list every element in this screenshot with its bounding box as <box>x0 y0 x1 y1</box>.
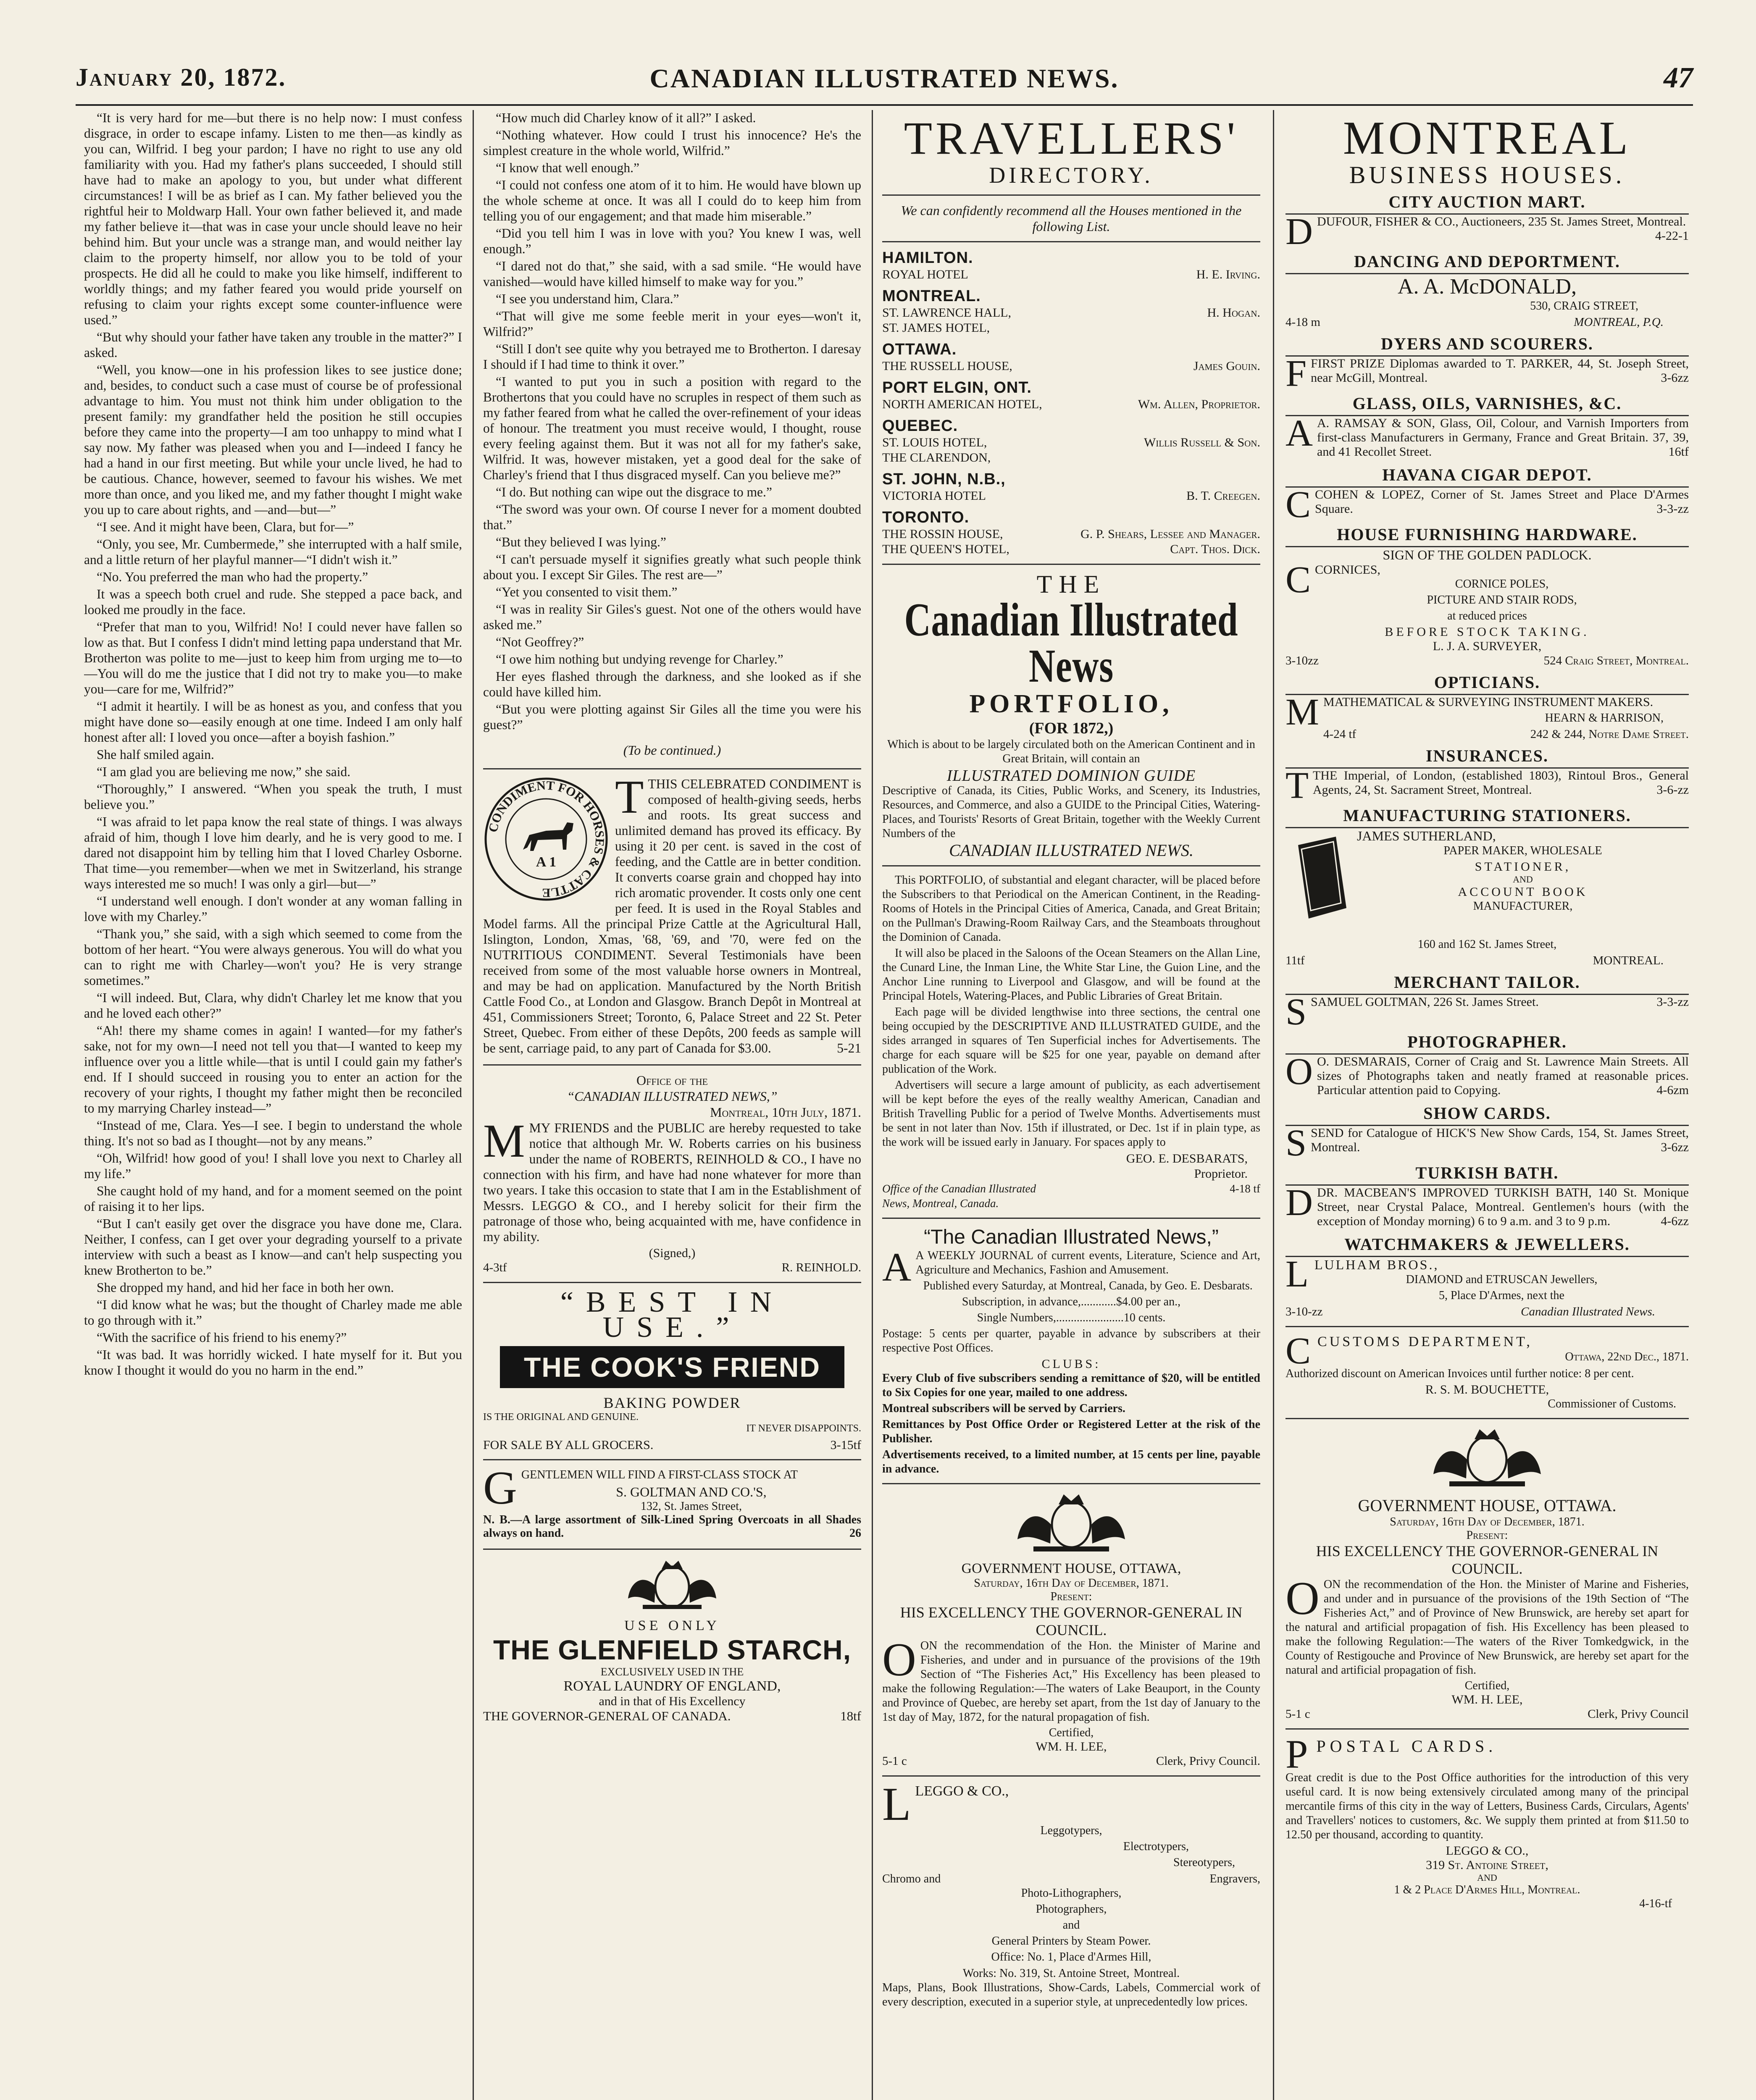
reinhold-notice: Office of the “CANADIAN ILLUSTRATED NEWS,” Montreal, 10th July, 1871. MMY FRIENDS and the PUBLIC are hereby requested to take notice that although Mr. W. Roberts carries on his business under the name of ROBERTS, REINHOLD & CO., I have no connection with his firm, and have had none whatever for more than two years. I take this occasion to state that I am in the Establishment of Messrs. LEGGO & CO., and I hereby solicit for their firm the patronage of those who, being acquainted with me, have confidence in my ability. (Signed,) 4-3tf R. REINHOLD. <box>483 1073 861 1274</box>
header-date: January 20, 1872. <box>76 63 287 91</box>
divider <box>483 1549 861 1550</box>
royal-arms-icon <box>618 1557 727 1611</box>
story-column-2 <box>483 110 861 2100</box>
divider <box>882 865 1260 866</box>
story-paragraph: “I was afraid to let papa know the real state of things. I was always afraid of him, though I love him dearly, and he is very good to me. I dared not disappoint him by telling him that I loved Charley Osborne. That time—you remember—when we met in Switzerland, his strange ways interested me so much! I was only a girl—but—” <box>84 814 462 891</box>
story-paragraph: “I was in reality Sir Giles's guest. Not one of the others would have asked me.” <box>483 602 861 632</box>
section-heading: INSURANCES. <box>1285 746 1689 769</box>
column-rule <box>1273 110 1274 2100</box>
story-paragraph: She caught hold of my hand, and for a moment seemed on the point of raising it to her lips. <box>84 1184 462 1214</box>
section-heading: MERCHANT TAILOR. <box>1285 972 1689 995</box>
story-paragraph: “The sword was your own. Of course I never for a moment doubted that.” <box>483 502 861 532</box>
column-rule <box>473 110 474 2100</box>
story-column-1 <box>84 110 462 2100</box>
directory-city: HAMILTON. <box>882 249 973 267</box>
section-heading: OPTICIANS. <box>1285 672 1689 695</box>
section-heading: PHOTOGRAPHER. <box>1285 1032 1689 1055</box>
page-header <box>76 63 1693 105</box>
business-houses-subtitle: BUSINESS HOUSES. <box>1349 161 1625 189</box>
directory-city: PORT ELGIN, ONT. <box>882 379 1032 396</box>
story-paragraph: “I know that well enough.” <box>496 160 640 175</box>
section-heading: HOUSE FURNISHING HARDWARE. <box>1285 525 1689 547</box>
directory-entry <box>882 527 1260 542</box>
story-paragraph: “I admit it heartily. I will be as honest as you, and confess that you might have done so—easily enough at one time. Indeed I am only half honest after all: I loved you once—after a boyish fashion.” <box>84 699 462 745</box>
story-paragraph: “Prefer that man to you, Wilfrid! No! I could never have fallen so low as that. But I confess I didn't mind letting papa understand that Mr. Brotherton was polite to me—just to keep him from urging me to—to—You will do me the justice that I did not try to make you—to make you—care for me, Wilfrid?” <box>84 620 462 696</box>
story-paragraph: “Only, you see, Mr. Cumbermede,” she interrupted with a half smile, and a little return of her playful manner—“I didn't wish it.” <box>84 537 462 567</box>
story-paragraph: “Oh, Wilfrid! how good of you! I shall love you next to Charley all my life.” <box>84 1151 462 1181</box>
hotel-name: THE RUSSELL HOUSE, <box>882 359 1012 373</box>
directory-entry <box>882 542 1260 557</box>
story-paragraph: “Yet you consented to visit them.” <box>496 585 678 599</box>
story-paragraph: She dropped my hand, and hid her face in both her own. <box>97 1280 394 1295</box>
story-paragraph: “No. You preferred the man who had the property.” <box>97 570 368 584</box>
hotel-proprietor: James Gouin. <box>1193 359 1260 373</box>
story-paragraph: “Instead of me, Clara. Yes—I see. I begin to understand the whole thing. It's not so bad as I thought—not by any means.” <box>84 1118 462 1148</box>
story-paragraph: It was a speech both cruel and rude. She stepped a pace back, and looked me proudly in the face. <box>84 587 462 617</box>
svg-text:A 1: A 1 <box>536 854 557 870</box>
directory-entry <box>882 435 1260 450</box>
weekly-ad: “The Canadian Illustrated News,” A A WEEKLY JOURNAL of current events, Literature, Science and Art, Agriculture and Mechanics, Fashion and Amusement. Published every Saturday, at Montreal, Canada, by Geo. E. Desbarats. Subscription, in advance,............$4.00 per an., Single Numbers,.......................10 cents. Postage: 5 cents per quarter, payable in advance by subscribers at their respective Post Offices. CLUBS: Every Club of five subscribers sending a remittance of $20, will be entitled to Six Copies for one year, mailed to one address. Montreal subscribers will be served by Carriers. Remittances by Post Office Order or Registered Letter at the risk of the Publisher. Advertisements received, to a limited number, at 15 cents per line, payable in advance. <box>882 1226 1260 1475</box>
story-paragraph: “I wanted to put you in such a position with regard to the Brothertons that you could have no scruples in respect of them such as my father feared from what he called the over-refinement of your ideas of honour. The treatment you must receive would, I thought, rouse every feeling against them. But it was not all for my father's sake, Wilfrid. It was, however mistaken, yet a good deal for the sake of Charley's friend that I thus disgraced myself. Can you believe me?” <box>483 374 861 482</box>
directory-subtitle: DIRECTORY. <box>989 163 1154 188</box>
divider <box>882 1483 1260 1484</box>
divider <box>882 564 1260 565</box>
story-paragraph: “It was bad. It was horridly wicked. I hate myself for it. But you know I thought it would do you no harm in the end.” <box>84 1347 462 1378</box>
story-paragraph: “I did know what he was; but the thought of Charley made me able to go through with it.” <box>84 1297 462 1328</box>
royal-arms-icon <box>1420 1426 1554 1489</box>
goltman-ad: GGENTLEMEN WILL FIND A FIRST-CLASS STOCK AT S. GOLTMAN AND CO.'S, 132, St. James Street, N. B.—A large assortment of Silk-Lined Spring Overcoats in all Shades always on hand. 26 <box>483 1462 861 1540</box>
to-be-continued: (To be continued.) <box>623 743 721 758</box>
directory-intro: We can confidently recommend all the Houses mentioned in the following List. <box>901 203 1242 234</box>
story-paragraph: “Nothing whatever. How could I trust his innocence? He's the simplest creature in the whole world, Wilfrid.” <box>483 128 861 158</box>
directory-entry <box>882 359 1260 374</box>
story-paragraph: “Ah! there my shame comes in again! I wanted—for my father's sake, not for my own—I need not tell you that—I wanted to keep my influence over you a little while—that is until I could gain my father's end. If I should succeed in rousing you to enter an action for the recovery of your rights, I thought my father might then be reconciled to my marrying Charley instead—” <box>84 1023 462 1116</box>
story-paragraph: “But they believed I was lying.” <box>496 535 666 549</box>
divider <box>882 1218 1260 1219</box>
cooks-friend-banner: THE COOK'S FRIEND <box>500 1346 844 1388</box>
hotel-proprietor: Wm. Allen, Proprietor. <box>1138 397 1260 411</box>
hotel-proprietor: H. E. Irving. <box>1196 268 1260 281</box>
account-book-icon <box>1290 832 1353 925</box>
montreal-title: MONTREAL <box>1343 112 1632 164</box>
glenfield-ad: USE ONLY THE GLENFIELD STARCH, EXCLUSIVELY USED IN THE ROYAL LAUNDRY OF ENGLAND, and in that of His Excellency THE GOVERNOR-GENERAL OF CANADA. 18tf <box>483 1557 861 1723</box>
hotel-name: THE CLARENDON, <box>882 451 991 465</box>
story-paragraph: “I can't persuade myself it signifies greatly what such people think about you. I except Sir Giles. The rest are—” <box>483 552 861 582</box>
hotel-name: ST. JAMES HOTEL, <box>882 321 990 335</box>
directory-entry <box>882 320 1260 336</box>
directory-list <box>882 249 1260 557</box>
directory-city: QUEBEC. <box>882 417 958 435</box>
government-notice-1: GOVERNMENT HOUSE, OTTAWA, Saturday, 16th Day of December, 1871. Present: HIS EXCELLENCY THE GOVERNOR-GENERAL IN COUNCIL. OON the recommendation of the Hon. the Minister of Marine and Fisheries, and under and in pursuance of the provisions of the 19th Section of “The Fisheries Act,” His Excellency has been pleased to make the following Regulation:—The waters of Lake Beauport, in the County and Province of Quebec, are hereby set apart, from the 1st day of January to the 1st day of May, 1872, for the natural propagation of fish. Certified, WM. H. LEE, 5-1 c Clerk, Privy Council. <box>882 1491 1260 1769</box>
hotel-proprietor: B. T. Creegen. <box>1186 489 1260 503</box>
story-paragraph: “But I can't easily get over the disgrace you have done me, Clara. Neither, I confess, can I get over your degrading yourself to a private interview with such a beast as I know—and can't help suspecting you knew Brotherton to be.” <box>84 1216 462 1278</box>
government-notice-2: GOVERNMENT HOUSE, OTTAWA. Saturday, 16th Day of December, 1871. Present: HIS EXCELLENCY THE GOVERNOR-GENERAL IN COUNCIL. OON the recommendation of the Hon. the Minister of Marine and Fisheries, and under and in pursuance of the provisions of the 19th Section of “The Fisheries Act,” and of Province of New Brunswick, are hereby set apart for the natural and artificial propagation of fish. His Excellency has been pleased to make the following Regulation:—The waters of the River Tomkedgwick, in the County of Restigouche and Province of New Brunswick, are hereby set apart for the natural and artificial propagation of fish. Certified, WM. H. LEE, 5-1 c Clerk, Privy Council <box>1285 1426 1689 1722</box>
section-heading: TURKISH BATH. <box>1285 1163 1689 1186</box>
section-heading: CITY AUCTION MART. <box>1285 192 1689 215</box>
hotel-name: ST. LAWRENCE HALL, <box>882 306 1012 320</box>
divider <box>483 1282 861 1283</box>
directory-entry <box>882 450 1260 465</box>
condiment-horse-seal-icon <box>483 776 609 902</box>
hotel-name: ST. LOUIS HOTEL, <box>882 436 987 449</box>
directory-city: MONTREAL. <box>882 287 981 305</box>
story-paragraph: “Not Geoffrey?” <box>496 635 584 649</box>
travellers-title: TRAVELLERS' <box>904 113 1239 164</box>
hotel-name: THE ROSSIN HOUSE, <box>882 527 1003 541</box>
story-paragraph: “Still I don't see quite why you betrayed me to Brotherton. I daresay I should if I had time to think it over.” <box>483 341 861 372</box>
story-paragraph: “But you were plotting against Sir Giles all the time you were his guest?” <box>483 702 861 732</box>
story-paragraph: “I owe him nothing but undying revenge for Charley.” <box>496 652 783 667</box>
divider <box>882 1775 1260 1777</box>
divider <box>882 241 1260 242</box>
divider <box>483 1459 861 1460</box>
divider <box>1285 1326 1689 1327</box>
portfolio-ad: THE Canadian Illustrated News PORTFOLIO, (FOR 1872,) Which is about to be largely circulated both on the American Continent and in Great Britain, will contain an ILLUSTRATED DOMINION GUIDE Descriptive of Canada, its Cities, Public Works, and Scenery, its Industries, Resources, and Commerce, and also a GUIDE to the Principal Cities, Watering-Places, and Tourists' Resorts of Great Britain, together with the Weekly Current Numbers of the CANADIAN ILLUSTRATED NEWS. This PORTFOLIO, of substantial and elegant character, will be placed before the Subscribers to that Periodical on the American Continent, in the Reading-Rooms of Hotels in the Principal Cities of America, Canada, and Great Britain; on the Pullman's Drawing-Room Railway Cars, and the Steamboats throughout the Dominion of Canada. It will also be placed in the Saloons of the Ocean Steamers on the Allan Line, the Cunard Line, the Inman Line, the White Star Line, the Guion Line, and the Anchor Line running to Liverpool and Glasgow, and will be found at the Principal Hotels, Watering-Places, and Public Libraries of Great Britain. Each page will be divided lengthwise into three sections, the central one being occupied by the DESCRIPTIVE AND ILLUSTRATED GUIDE, and the sides arranged in squares of Ten Superficial inches for Advertisements. The charge for each square will be $25 for one year, payable on demand after publication of the Work. Advertisers will secure a large amount of publicity, as each advertisement will be kept before the eyes of the really wealthy American, Canadian and British Travelling Public for a period of Twelve Months. Advertisements must be sent in not later than Nov. 15th if illustrated, or Dec. 1st if in plain type, as the work will be issued early in January. For spaces apply to GEO. E. DESBARATS, Proprietor. Office of the Canadian Illustrated News, Montreal, Canada. 4-18 tf <box>882 570 1260 1210</box>
directory-city: ST. JOHN, N.B., <box>882 470 1006 488</box>
story-paragraph: “It is very hard for me—but there is no help now: I must confess disgrace, in order to escape infamy. Listen to me then—as kindly as you can, Wilfrid. I beg your pardon; I have no right to use any old familiarity with you. Had my father's plans succeeded, I should still have had to make an apology to you, but under what different circumstances! I will be as brief as I can. My father believed you the rightful heir to Moldwarp Hall. Your own father believed it, and made my father believe it—that was in case your uncle should leave no heir behind him. But your uncle was a strange man, and would neither lay claim to the property himself, nor allow you to be told of your prospects. He did all he could to make you like himself, indifferent to worldly things; and my father feared you would pride yourself on refusing to claim your rights except some counter-influence were used.” <box>84 110 462 327</box>
story-paragraph: “How much did Charley know of it all?” I asked. <box>496 110 756 125</box>
section-heading: MANUFACTURING STATIONERS. <box>1285 806 1689 828</box>
story-paragraph: “Thoroughly,” I answered. “When you speak the truth, I must believe you.” <box>84 782 462 812</box>
story-paragraph: “I see. And it might have been, Clara, but for—” <box>97 520 354 534</box>
section-heading: HAVANA CIGAR DEPOT. <box>1285 465 1689 488</box>
column-rule <box>872 110 873 2100</box>
divider <box>1285 1728 1689 1730</box>
svg-text:CONDIMENT FOR HORSES & CATTLE: CONDIMENT FOR HORSES & CATTLE <box>486 778 607 900</box>
story-column-2-text <box>483 110 861 732</box>
story-paragraph: “I will indeed. But, Clara, why didn't Charley let me know that you and he loved each other?” <box>84 990 462 1021</box>
directory-entry <box>882 305 1260 320</box>
section-heading: DANCING AND DEPORTMENT. <box>1285 252 1689 274</box>
header-title: CANADIAN ILLUSTRATED NEWS. <box>649 63 1119 93</box>
leggo-ad: LLEGGO & CO., Leggotypers, Electrotypers, Stereotypers, Chromo and Engravers, Photo-Lithographers, Photographers, and General Printers by Steam Power. Office: No. 1, Place d'Armes Hill, Works: No. 319, St. Antoine Street, Montreal. Maps, Plans, Book Illustrations, Show-Cards, Labels, Commercial work of every description, executed in a superior style, at unprecedentedly low prices. <box>882 1778 1260 2008</box>
condiment-ad: CONDIMENT FOR HORSES & CATTLE A 1 TTHIS CELEBRATED CONDIMENT is composed of health-giving seeds, herbs and roots. Its great success and unlimited demand has proved its efficacy. By using it 20 per cent. is saved in the cost of feeding, and the Cattle are in better condition. It converts coarse grain and chopped hay into rich aromatic provender. It costs only one cent per feed. It is used in the Royal Stables and Model farms. All the principal Prize Cattle at the Agricultural Hall, Islington, London, Xmas, '68, '69, and '70, were fed on the NUTRITIOUS CONDIMENT. Several Testimonials have been received from some of the most valuable horse owners in Montreal, and may be had on application. Manufactured by the North British Cattle Food Co., at London and Glasgow. Branch Depôt in Montreal at 451, Commissioners Street; Toronto, 6, Palace Street and 22 St. Peter Street, Quebec. From either of these Depôts, 200 feeds as sample will be sent, carriage paid, to any part of Canada for $3.00. 5-21 <box>483 771 861 1055</box>
cooks-friend-ad: “BEST IN USE.” THE COOK'S FRIEND BAKING POWDER IS THE ORIGINAL AND GENUINE. IT NEVER DISAPPOINTS. FOR SALE BY ALL GROCERS. 3-15tf <box>483 1286 861 1452</box>
story-paragraph: “I see you understand him, Clara.” <box>496 291 679 306</box>
portfolio-title: Canadian Illustrated News <box>904 594 1238 692</box>
section-heading: GLASS, OILS, VARNISHES, &C. <box>1285 394 1689 416</box>
section-heading: SHOW CARDS. <box>1285 1103 1689 1126</box>
directory-city: OTTAWA. <box>882 341 957 358</box>
divider <box>1285 1418 1689 1419</box>
business-houses-column: MONTREAL BUSINESS HOUSES. CITY AUCTION MART. DDUFOUR, FISHER & CO., Auctioneers, 235 St. James Street, Montreal. 4-22-1 DANCING AND DEPORTMENT. A. A. McDONALD, 530, CRAIG STREET, 4-18 m MONTREAL, P.Q. DYERS AND SCOURERS. FFIRST PRIZE Diplomas awarded to T. PARKER, 44, St. Joseph Street, near McGill, Montreal. 3-6zz GLASS, OILS, VARNISHES, &C. A A. RAMSAY & SON, Glass, Oil, Colour, and Varnish Importers from first-class Manufacturers in Germany, France and Great Britain. 37, 39, and 41 Recollet Street. 16tf HAVANA CIGAR DEPOT. CCOHEN & LOPEZ, Corner of St. James Street and Place D'Armes Square. 3-3-zz HOUSE FURNISHING HARDWARE. SIGN OF THE GOLDEN PADLOCK. CCORNICES, CORNICE POLES, PICTURE AND STAIR RODS, at reduced prices BEFORE STOCK TAKING. L. J. A. SURVEYER, 3-10zz 524 Craig Street, Montreal. OPTICIANS. MMATHEMATICAL & SURVEYING INSTRUMENT MAKERS. HEARN & HARRISON, 4-24 tf 242 & 244, Notre Dame Street. INSURANCES. TTHE Imperial, of London, (established 1803), Rintoul Bros., General Agents, 24, St. Sacrament Street, Montreal. 3-6-zz MANUFACTURING STATIONERS. JAMES SUTHERLAND, PAPER MAKER, WHOLESALE STATIONER, AND ACCOUNT BOOK MANUFACTURER, 160 and 162 St. James Street, 11tf MONTREAL. MERCHANT TAILOR. SSAMUEL GOLTMAN, 226 St. James Street. 3-3-zz PHOTOGRAPHER. O O. DESMARAIS, Corner of Craig and St. Lawrence Main Streets. All sizes of Photographs taken and neatly framed at reasonable prices. Particular attention paid to Copying. 4-6zm SHOW CARDS. SSEND for Catalogue of HICK'S New Show Cards, 154, St. James Street, Montreal. 3-6zz TURKISH BATH. DDR. MACBEAN'S IMPROVED TURKISH BATH, 140 St. Monique Street, near Crystal Palace, Montreal. Gentlemen's hours (with the exception of Monday morning) 6 to 9 a.m. and 3 to 9 p.m. 4-6zz WATCHMAKERS & JEWELLERS. LLULHAM BROS., DIAMOND and ETRUSCAN Jewellers, 5, Place D'Armes, next the 3-10-zz Canadian Illustrated News. CCUSTOMS DEPARTMENT, Ottawa, 22nd Dec., 1871. Authorized discount on American Invoices until further notice: 8 per cent. R. S. M. BOUCHETTE, Commissioner of Customs. GOVERNMENT HOUSE, OTTAWA. Saturday, 16th Day of December, 1871. Present: HIS EXCELLENCY THE GOVERNOR-GENERAL IN COUNCIL. OON the recommendation of the Hon. the Minister of Marine and Fisheries, and under and in pursuance of the provisions of the 19th Section of “The Fisheries Act,” and of Province of New Brunswick, are hereby set apart for the natural and artificial propagation of fish. His Excellency has been pleased to make the following Regulation:—The waters of the River Tomkedgwick, in the County of Restigouche and Province of New Brunswick, are hereby set apart for the natural and artificial propagation of fish. Certified, WM. H. LEE, 5-1 c Clerk, Privy Council PPOSTAL CARDS. Great credit is due to the Post Office authorities for the introduction of this very useful card. It is now being extensively circulated among many of the principal mercantile firms of this city in the way of Letters, Business Cards, Circulars, Agents' and Travellers' notices to customers, &c. We supply them printed at from $11.50 to 12.50 per thousand, according to quantity. LEGGO & CO., 319 St. Antoine Street, AND 1 & 2 Place D'Armes Hill, Montreal. 4-16-tf <box>1285 112 1689 1910</box>
hotel-name: NORTH AMERICAN HOTEL, <box>882 397 1042 411</box>
hotel-name: THE QUEEN'S HOTEL, <box>882 542 1009 556</box>
story-paragraph: “Did you tell him I was in love with you? You knew I was, well enough.” <box>483 226 861 256</box>
hotel-name: ROYAL HOTEL <box>882 268 968 281</box>
postal-cards-ad: PPOSTAL CARDS. Great credit is due to the Post Office authorities for the introduction of this very useful card. It is now being extensively circulated among many of the principal mercantile firms of this city in the way of Letters, Business Cards, Circulars, Agents' and Travellers' notices to customers, &c. We supply them printed at from $11.50 to 12.50 per thousand, according to quantity. LEGGO & CO., 319 St. Antoine Street, AND 1 & 2 Place D'Armes Hill, Montreal. 4-16-tf <box>1285 1732 1689 1910</box>
story-paragraph: “But why should your father have taken any trouble in the matter?” I asked. <box>84 330 462 360</box>
hotel-proprietor: Capt. Thos. Dick. <box>1170 542 1260 556</box>
divider <box>483 1064 861 1066</box>
hotel-proprietor: G. P. Shears, Lessee and Manager. <box>1080 527 1260 541</box>
story-paragraph: “I am glad you are believing me now,” she said. <box>97 764 351 779</box>
story-paragraph: “That will give me some feeble merit in your eyes—won't it, Wilfrid?” <box>483 309 861 339</box>
directory-entry <box>882 397 1260 412</box>
story-paragraph: “Well, you know—one in his profession likes to see justice done; and, besides, to conduct such a case must of course be of professional advantage to him. You must not think him under obligation to the present family: my grandfather held the position he still occupies before they came into the property—I am too unhappy to mind what I say now. My father was pleased when you and I—indeed I fancy he had a hand in our first meeting. But while your uncle lived, he had to be cautious. Chance, however, seemed to favour his wishes. We met more than once, and you liked me, and my father thought I might wake you up to care about rights, and —and—but—” <box>84 362 462 517</box>
story-paragraph: “I dared not do that,” she said, with a sad smile. “He would have vanished—would have killed himself to make way for you.” <box>483 259 861 289</box>
story-paragraph: “Thank you,” she said, with a sigh which seemed to come from the bottom of her heart. “You were always generous. You will do what you can to right me with Charley—won't you? He is very strange sometimes.” <box>84 927 462 988</box>
hotel-proprietor: H. Hogan. <box>1207 306 1260 320</box>
story-paragraph: “I do. But nothing can wipe out the disgrace to me.” <box>496 485 772 499</box>
directory-entry <box>882 488 1260 504</box>
story-paragraph: “I understand well enough. I don't wonder at any woman falling in love with my Charley.” <box>84 894 462 924</box>
directory-column <box>882 110 1260 2100</box>
divider <box>882 194 1260 196</box>
hotel-name: VICTORIA HOTEL <box>882 489 986 503</box>
story-paragraph: “I could not confess one atom of it to him. He would have blown up the whole scheme at once. It was all I could do to keep him from telling you of our engagement; and that made him miserable.” <box>483 178 861 223</box>
header-rule <box>76 104 1693 106</box>
glenfield-title: THE GLENFIELD STARCH, <box>493 1634 852 1665</box>
royal-arms-icon <box>1004 1491 1138 1554</box>
section-heading: DYERS AND SCOURERS. <box>1285 334 1689 357</box>
directory-entry <box>882 267 1260 282</box>
directory-city: TORONTO. <box>882 509 970 526</box>
page-number: 47 <box>1664 62 1693 94</box>
story-paragraph: Her eyes flashed through the darkness, and she looked as if she could have killed him. <box>483 669 861 699</box>
section-heading: WATCHMAKERS & JEWELLERS. <box>1285 1234 1689 1257</box>
hotel-proprietor: Willis Russell & Son. <box>1144 436 1260 449</box>
story-paragraph: “With the sacrifice of his friend to his enemy?” <box>97 1330 347 1345</box>
divider <box>483 768 861 769</box>
story-paragraph: She half smiled again. <box>97 747 214 762</box>
